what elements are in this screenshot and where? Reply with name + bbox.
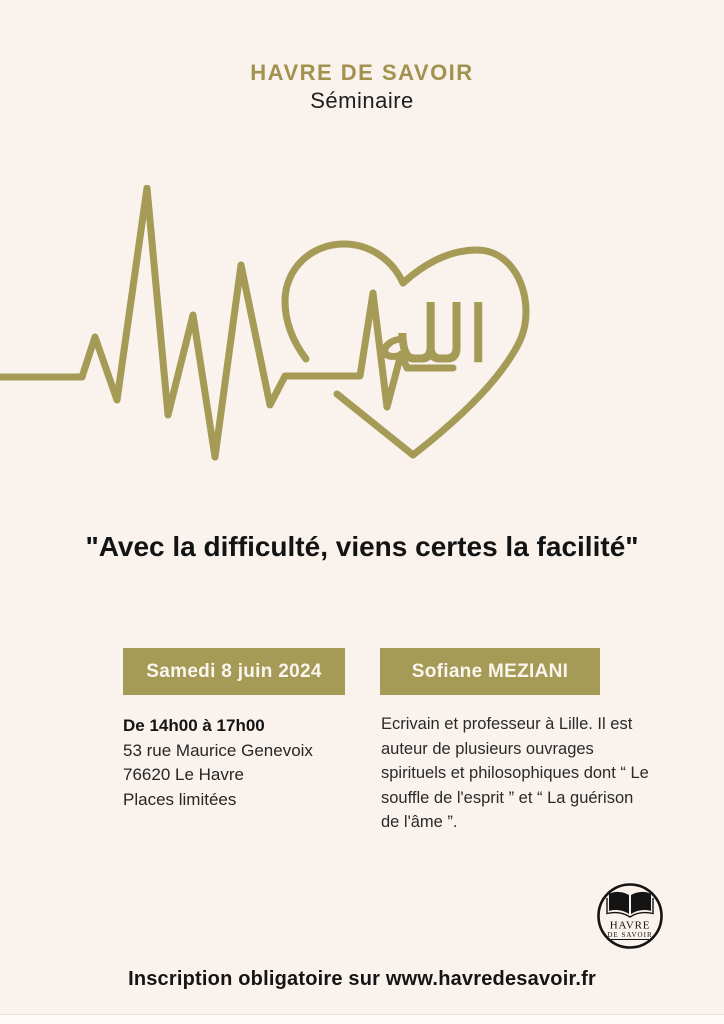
speaker-banner-label: Sofiane MEZIANI (411, 660, 569, 682)
havre-de-savoir-logo (596, 882, 664, 950)
event-seats-note: Places limitées (123, 789, 237, 809)
event-address-street: 53 rue Maurice Genevoix (123, 740, 313, 760)
brand-title: HAVRE DE SAVOIR (250, 60, 474, 85)
event-details (123, 714, 375, 812)
event-type-subtitle: Séminaire (310, 88, 414, 113)
registration-footer: Inscription obligatoire sur www.havredesavoir.fr (128, 968, 596, 990)
open-book-icon (609, 892, 629, 914)
speaker-bio: Ecrivain et professeur à Lille. Il est auteur de plusieurs ouvrages spirituels et philosophiques dont “ Le souffle de l'esprit ” et “ La guérison de l'âme ”. (381, 715, 649, 831)
heartbeat-heart-graphic (0, 185, 540, 465)
date-banner (123, 648, 345, 695)
date-banner-label: Samedi 8 juin 2024 (146, 660, 322, 682)
event-time: De 14h00 à 17h00 (123, 716, 265, 735)
bottom-edge-strip (0, 1014, 724, 1024)
open-book-icon (631, 892, 651, 914)
logo-text-line2: DE SAVOIR (607, 931, 653, 939)
event-address-city: 76620 Le Havre (123, 765, 244, 784)
allah-calligraphy: الله (375, 291, 489, 381)
quote-text: "Avec la difficulté, viens certes la facilité" (85, 531, 639, 562)
logo-text-line1: HAVRE (609, 919, 651, 932)
speaker-banner (380, 648, 600, 695)
